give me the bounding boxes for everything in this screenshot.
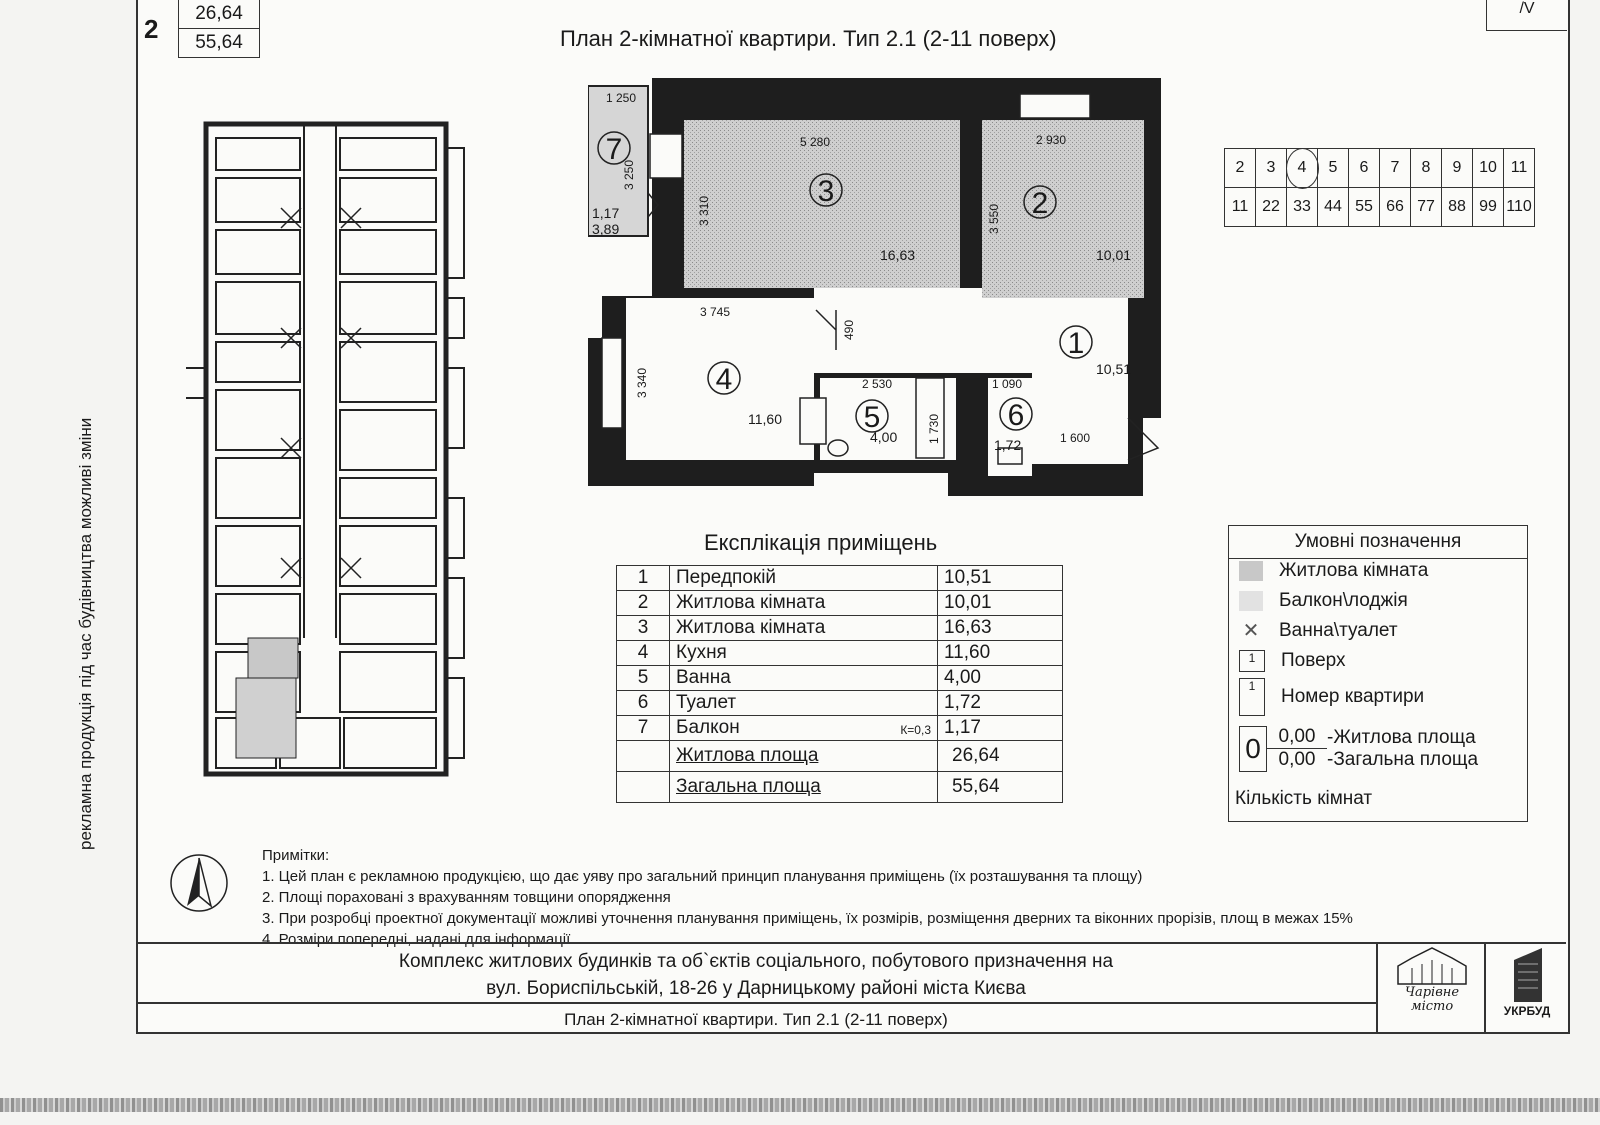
total-area-label: Загальна площа (676, 776, 821, 797)
corner-number: 2 (144, 14, 159, 44)
legend-title: Умовні позначення (1229, 526, 1527, 559)
note-item: 3. При розробці проектної документації можливі уточнення планування приміщень, їх розмірів, розміщення дверних та віконних прорізів, площ в межах 15% (262, 910, 1353, 927)
notes-title: Примітки: (262, 847, 330, 864)
dim-room4-height: 3 340 (635, 367, 649, 398)
room-3-label: 3 (817, 175, 835, 208)
room-5-area: 4,00 (870, 429, 898, 445)
floor-cell: 4 (1287, 149, 1318, 188)
room-7-area: 3,89 (592, 221, 620, 237)
table-row (617, 691, 1063, 716)
legend-apartment (1239, 678, 1424, 716)
row-num: 6 (617, 691, 670, 716)
complex-line: вул. Бориспільській, 18-26 у Дарницькому районі міста Києва (486, 978, 1026, 999)
legend-label: Поверх (1281, 650, 1346, 671)
row-area: 11,60 (938, 641, 1063, 666)
balcony-swatch (1239, 591, 1263, 611)
legend-balcony (1239, 590, 1408, 612)
living-sample: 0,00 (1267, 726, 1327, 749)
legend-areas (1239, 726, 1478, 772)
apartment-cell: 77 (1411, 188, 1442, 227)
room-6-area: 1,72 (994, 437, 1022, 453)
apartment-box: 1 (1239, 678, 1265, 716)
note-item: 1. Цей план є рекламною продукцією, що дає уяву про загальний принцип планування приміщень (їх розташування та площу) (262, 868, 1143, 885)
row-num: 2 (617, 591, 670, 616)
legend-label: Балкон\лоджія (1279, 590, 1408, 611)
building-plan (176, 118, 476, 788)
table-row (617, 716, 1063, 741)
legend-rooms-count: Кількість кімнат (1235, 788, 1373, 809)
table-row (617, 641, 1063, 666)
apartment-cell: 33 (1287, 188, 1318, 227)
room-5-label: 5 (863, 401, 881, 434)
dim-bath-height: 1 730 (927, 413, 941, 444)
room-1-label: 1 (1067, 327, 1085, 360)
scan-edge (0, 1098, 1600, 1112)
dim-room3-width: 5 280 (800, 135, 831, 149)
room-4-label: 4 (715, 363, 733, 396)
rooms-count-box: 0 (1239, 726, 1267, 772)
table-row (617, 666, 1063, 691)
apartment-cell: 110 (1504, 188, 1535, 227)
room-2-area: 10,01 (1096, 247, 1132, 263)
living-swatch (1239, 561, 1263, 581)
floor-cell: 8 (1411, 149, 1442, 188)
side-note: рекламна продукція під час будівництва можливі зміни (76, 417, 95, 850)
row-area: 10,01 (938, 591, 1063, 616)
apartment-cell: 11 (1225, 188, 1256, 227)
apartment-cell: 66 (1380, 188, 1411, 227)
title-block (136, 942, 1566, 1034)
complex-description (136, 944, 1376, 1008)
row-name (670, 716, 938, 741)
dim-door: 490 (842, 319, 856, 340)
tower-icon (1486, 944, 1568, 1004)
legend (1228, 525, 1528, 822)
castle-icon (1378, 944, 1486, 988)
dim-room2-height: 3 550 (987, 203, 1001, 234)
row-name: Передпокій (670, 566, 938, 591)
floor-cell: 11 (1504, 149, 1535, 188)
complex-line: Комплекс житлових будинків та об`єктів соціального, побутового призначення на (398, 951, 1114, 972)
legend-label: Номер квартири (1281, 686, 1425, 707)
living-area-label: Житлова площа (676, 745, 819, 766)
apartment-row (1225, 188, 1535, 227)
apartment-plan (588, 78, 1168, 498)
logo-text: Чарівне (1404, 985, 1460, 1000)
legend-bath (1239, 620, 1398, 642)
plan-subtitle: План 2-кімнатної квартири. Тип 2.1 (2-11 поверх) (136, 1002, 1376, 1036)
living-area-row (617, 741, 1063, 772)
explication-table (616, 565, 1063, 803)
floor-cell: 9 (1442, 149, 1473, 188)
room-1-area: 10,51 (1096, 361, 1132, 377)
legend-floor (1239, 650, 1346, 672)
floor-box: 1 (1239, 650, 1265, 672)
dim-hall-width: 1 600 (1060, 431, 1091, 445)
row-num: 5 (617, 666, 670, 691)
row-name: Кухня (670, 641, 938, 666)
apartment-cell: 44 (1318, 188, 1349, 227)
row-area: 1,17 (938, 716, 1063, 741)
room-6-label: 6 (1007, 399, 1025, 432)
row-num: 3 (617, 616, 670, 641)
note-item: 2. Площі пораховані з врахуванням товщини опорядження (262, 889, 671, 906)
table-row (617, 566, 1063, 591)
row-num: 7 (617, 716, 670, 741)
table-row (617, 616, 1063, 641)
row-area: 4,00 (938, 666, 1063, 691)
corner-living-area: 26,64 (179, 0, 259, 29)
explication-title: Експлікація приміщень (704, 530, 938, 555)
total-area-row (617, 772, 1063, 803)
floor-cell: 3 (1256, 149, 1287, 188)
table-row (617, 591, 1063, 616)
row-name: Житлова кімната (670, 591, 938, 616)
apartment-cell: 22 (1256, 188, 1287, 227)
dim-wc-width: 1 090 (992, 377, 1023, 391)
dim-room2-width: 2 930 (1036, 133, 1067, 147)
floor-cell: 6 (1349, 149, 1380, 188)
cross-icon: ✕ (1242, 620, 1260, 642)
floor-row (1225, 149, 1535, 188)
room-2-label: 2 (1031, 187, 1049, 220)
floor-cell: 5 (1318, 149, 1349, 188)
logo-text: УКРБУД (1503, 1004, 1551, 1018)
corner-total-area: 55,64 (179, 29, 259, 58)
row-name: Житлова кімната (670, 616, 938, 641)
row-area: 1,72 (938, 691, 1063, 716)
floor-cell: 2 (1225, 149, 1256, 188)
apartment-cell: 88 (1442, 188, 1473, 227)
dim-room3-height: 3 310 (697, 195, 711, 226)
legend-label: -Житлова площа (1327, 726, 1476, 748)
room-7-label: 7 (605, 133, 623, 166)
north-arrow-icon (168, 852, 230, 914)
apartment-cell: 99 (1473, 188, 1504, 227)
legend-living (1239, 560, 1428, 582)
row-name: Ванна (670, 666, 938, 691)
logo-text: місто (1410, 999, 1454, 1014)
dim-room4-width: 3 745 (700, 305, 731, 319)
floor-cell: 10 (1473, 149, 1504, 188)
dim-balcony-height: 3 250 (622, 159, 636, 190)
apartment-cell: 55 (1349, 188, 1380, 227)
notes (262, 845, 1353, 950)
room-7-area-k: 1,17 (592, 205, 620, 221)
legend-label: Житлова кімната (1279, 560, 1429, 581)
dim-balcony-width: 1 250 (606, 91, 637, 105)
corner-areas (178, 0, 260, 58)
balcony-coefficient: К=0,3 (900, 723, 931, 737)
total-sample: 0,00 (1278, 749, 1316, 770)
balcony-name: Балкон (676, 717, 740, 738)
floor-cell: 7 (1380, 149, 1411, 188)
total-area-value: 55,64 (938, 772, 1063, 803)
legend-label: -Загальна площа (1327, 749, 1479, 770)
row-name: Туалет (670, 691, 938, 716)
page-title: План 2-кімнатної квартири. Тип 2.1 (2-11 поверх) (560, 26, 1057, 51)
row-num: 1 (617, 566, 670, 591)
room-4-area: 11,60 (748, 411, 782, 427)
row-num: 4 (617, 641, 670, 666)
charivne-misto-logo (1376, 944, 1486, 1034)
note-item: 4. Розміри попередні, надані для інформації (262, 931, 571, 948)
dim-bath-width: 2 530 (862, 377, 893, 391)
floor-apartment-grid (1224, 148, 1535, 227)
ukrbud-logo (1484, 944, 1568, 1034)
room-3-area: 16,63 (880, 247, 916, 263)
row-area: 10,51 (938, 566, 1063, 591)
living-area-value: 26,64 (938, 741, 1063, 772)
legend-label: Ванна\туалет (1279, 620, 1398, 641)
row-area: 16,63 (938, 616, 1063, 641)
top-right-mark: /V (1486, 0, 1567, 31)
